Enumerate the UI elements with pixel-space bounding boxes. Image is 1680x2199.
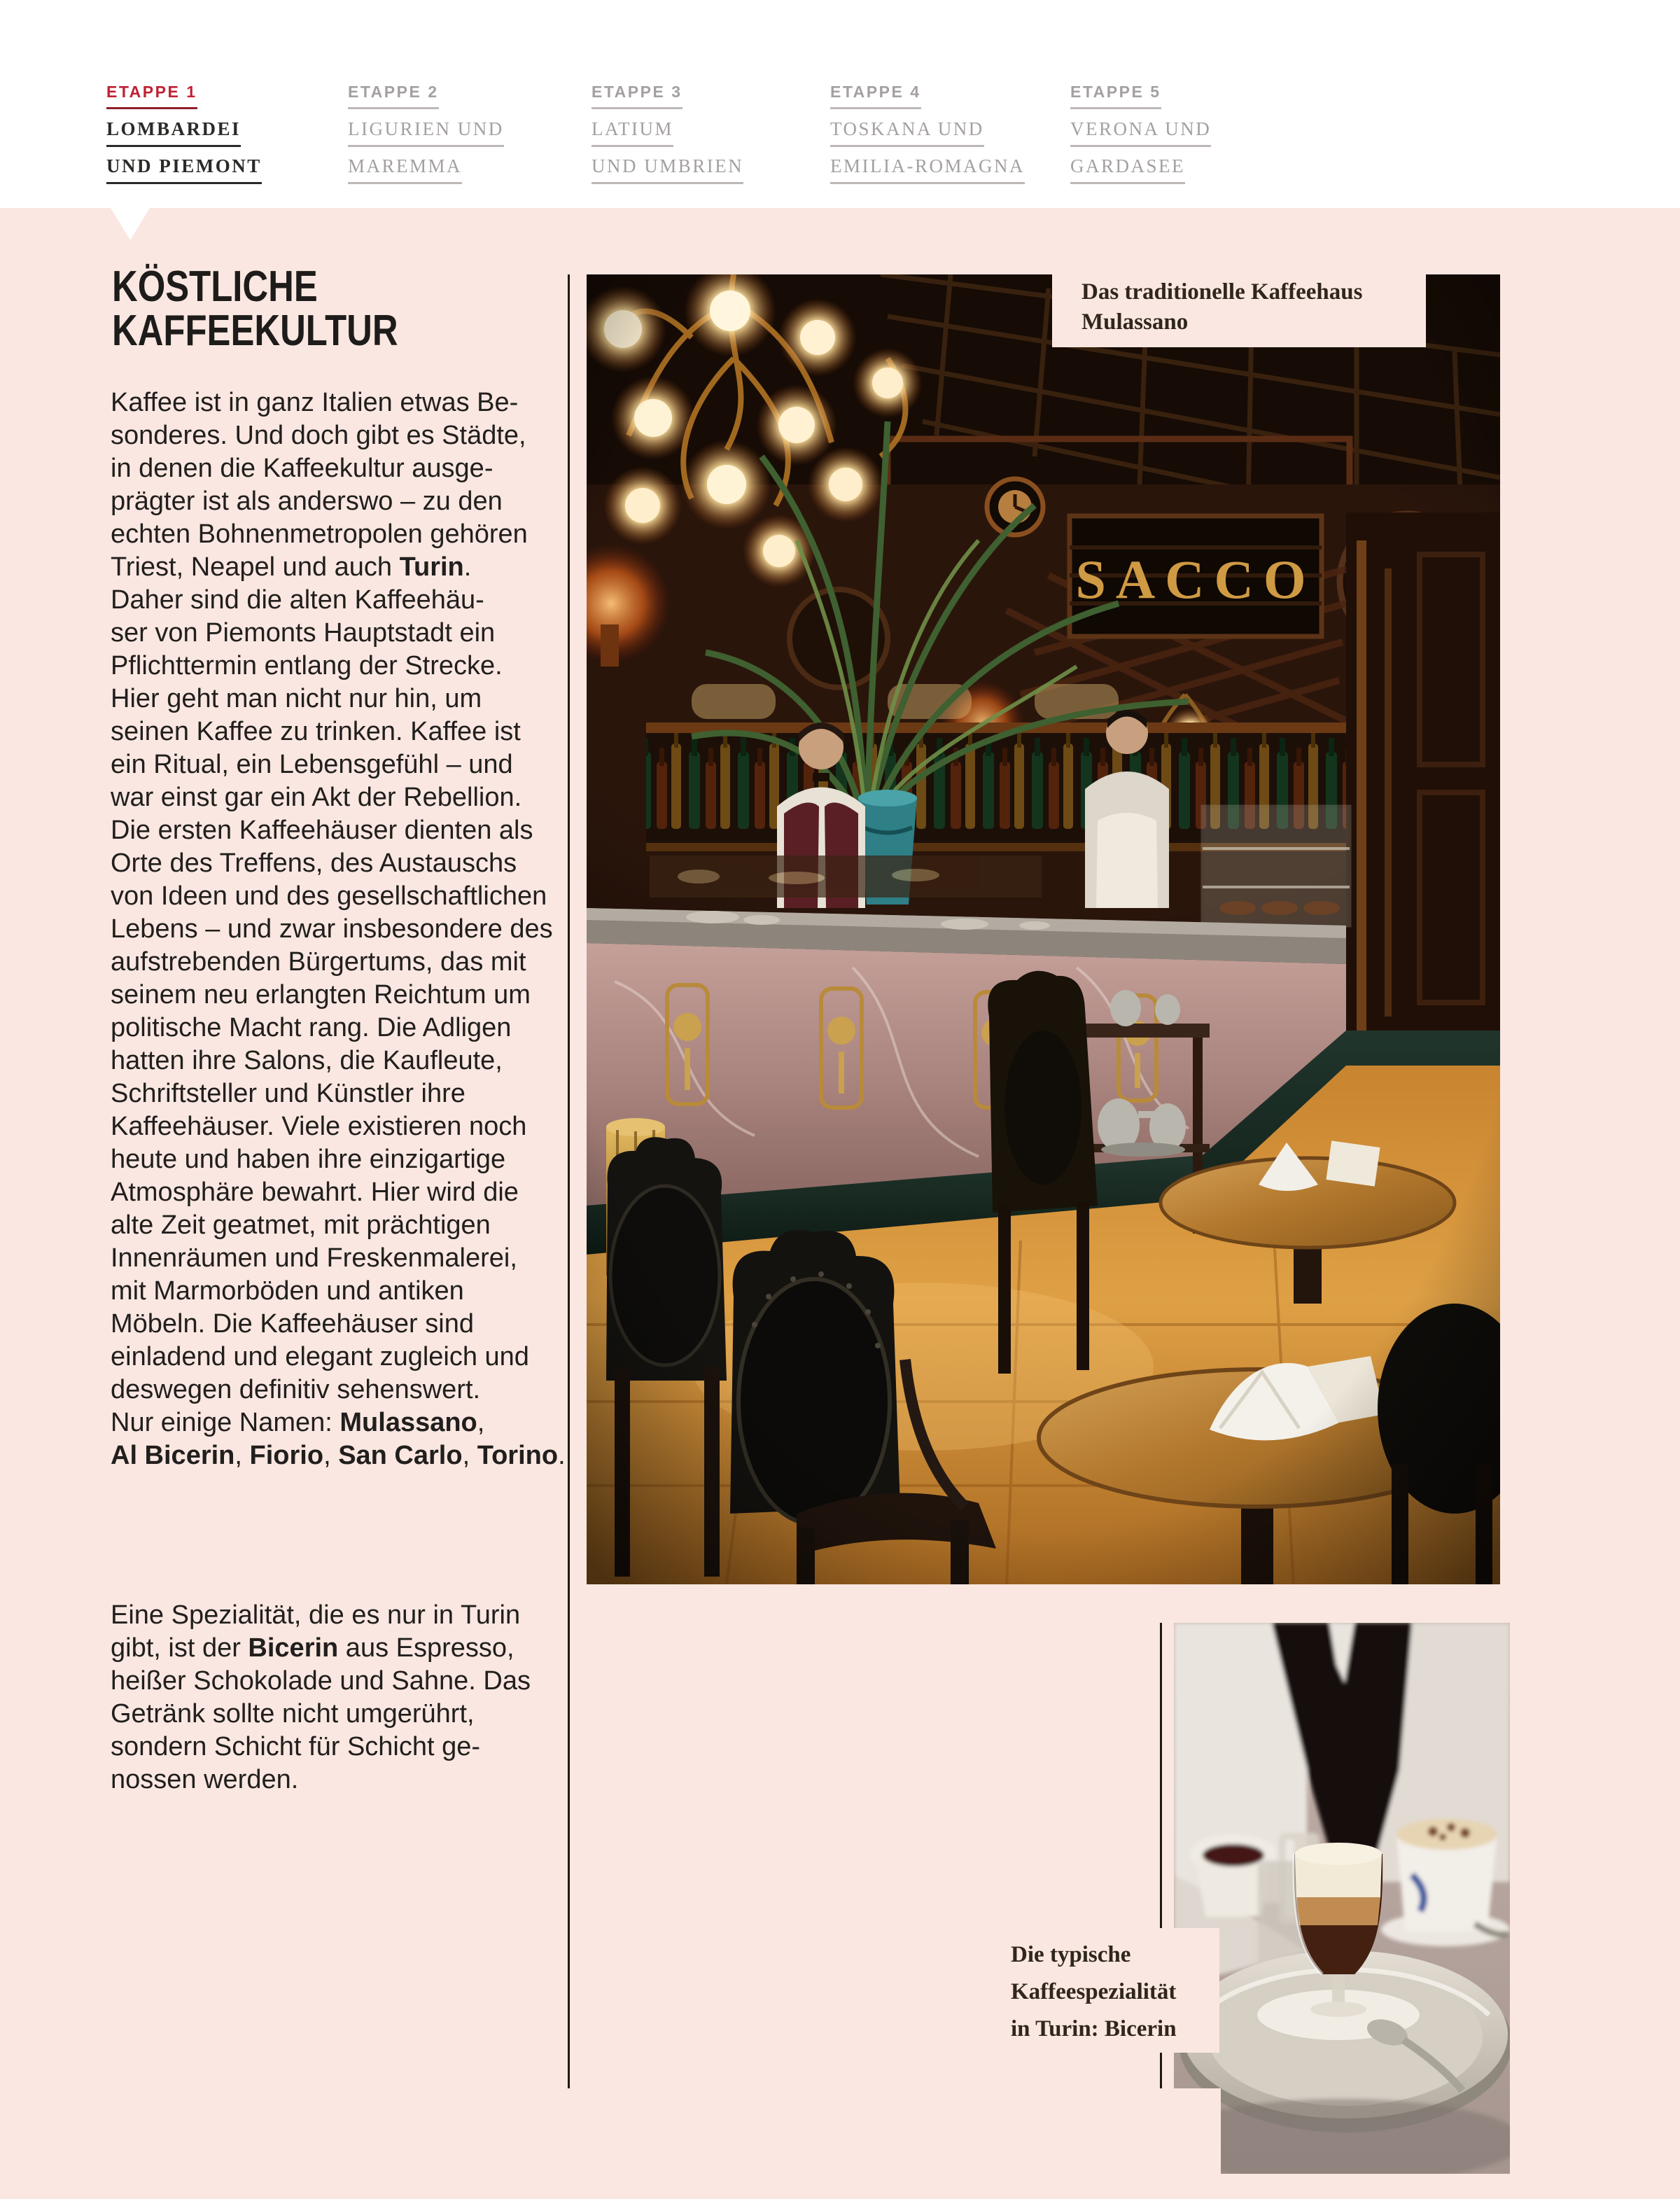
tray-shadow xyxy=(1174,2099,1510,2174)
column-divider-rule xyxy=(568,274,570,2088)
photo-vignette xyxy=(587,274,1500,1584)
page-title-line1: KÖSTLICHE xyxy=(112,263,318,311)
nav-tab-etappe-3[interactable] xyxy=(592,83,822,193)
page-title-line2: KAFFEEKULTUR xyxy=(112,307,398,355)
crema-layer xyxy=(1296,1897,1380,1925)
nav-region-line1[interactable]: VERONA UND xyxy=(1070,118,1211,147)
nav-region-line1[interactable]: LATIUM xyxy=(592,118,673,147)
nav-stage-label[interactable]: ETAPPE 1 xyxy=(106,83,197,109)
nav-region-line1[interactable]: TOSKANA UND xyxy=(830,118,984,147)
nav-region-line2[interactable]: MAREMMA xyxy=(348,155,462,184)
caption-box-mulassano: Das traditionelle Kaffeehaus Mulassano xyxy=(1052,267,1426,347)
nav-stage-label[interactable]: ETAPPE 5 xyxy=(1070,83,1161,109)
nav-stage-label[interactable]: ETAPPE 4 xyxy=(830,83,921,109)
bicerin-illustration xyxy=(1174,1623,1510,2174)
nav-tab-etappe-1[interactable] xyxy=(106,83,337,193)
nav-tab-etappe-2[interactable] xyxy=(348,83,579,193)
active-tab-pointer xyxy=(111,208,150,240)
caption-box-bicerin: Die typische Kaffeespezialität in Turin: Bicerin xyxy=(986,1928,1219,2053)
body-paragraph-1: Kaffee ist in ganz Italien etwas Be- sonderes. Und doch gibt es Städte, in denen die Kaffeekultur ausge- prägter ist als anderswo – zu den echten Bohnenmetropolen gehören Triest, Neapel und auch Turin. Daher sind die alten Kaffeehäu- ser von Piemonts Hauptstadt ein Pflichttermin entlang der Strecke. Hier geht man nicht nur hin, um seinen Kaffee zu trinken. Kaffee ist ein Ritual, ein Lebensgefühl – und war einst gar ein Akt der Rebellion. Die ersten Kaffeehäuser dienten als Orte des Treffens, des Austauschs von Ideen und des gesellschaftlichen Lebens – und zwar insbesondere des aufstrebenden Bürgertums, das mit seinem neu erlangten Reichtum um politische Macht rang. Die Adligen hatten ihre Salons, die Kaufleute, Schriftsteller und Künstler ihre Kaffeehäuser. Viele existieren noch heute und haben ihre einzigartige Atmosphäre bewahrt. Hier wird die alte Zeit geatmet, mit prächtigen Innenräumen und Freskenmalerei, mit Marmorböden und antiken Möbeln. Die Kaffeehäuser sind einladend und elegant zugleich und deswegen definitiv sehenswert. Nur einige Namen: Mulassano, Al Bicerin, Fiorio, San Carlo, Torino. xyxy=(111,388,566,1470)
cafe-interior-photo xyxy=(587,274,1500,1584)
nav-region-line2[interactable]: UND PIEMONT xyxy=(106,155,262,184)
coffee-cup xyxy=(1203,1844,1264,1866)
nav-tab-etappe-5[interactable] xyxy=(1070,83,1301,193)
photo-corner-patch xyxy=(1156,2088,1221,2175)
nav-region-line1[interactable]: LIGURIEN UND xyxy=(348,118,504,147)
body-paragraph-2: Eine Spezialität, die es nur in Turin gibt, ist der Bicerin aus Espresso, heißer Schokolade und Sahne. Das Getränk sollte nicht umgerührt, sondern Schicht für Schicht ge- nossen werden. xyxy=(111,1600,531,1794)
nav-region-line1[interactable]: LOMBARDEI xyxy=(106,118,241,147)
cafe-interior-illustration xyxy=(587,274,1500,1584)
page-title xyxy=(112,265,571,353)
nav-region-line2[interactable]: UND UMBRIEN xyxy=(592,155,743,184)
bicerin-photo xyxy=(1174,1623,1510,2174)
nav-stage-label[interactable]: ETAPPE 2 xyxy=(348,83,439,109)
nav-region-line2[interactable]: GARDASEE xyxy=(1070,155,1185,184)
nav-tab-etappe-4[interactable] xyxy=(830,83,1061,193)
nav-stage-label[interactable]: ETAPPE 3 xyxy=(592,83,682,109)
nav-region-line2[interactable]: EMILIA-ROMAGNA xyxy=(830,155,1025,184)
